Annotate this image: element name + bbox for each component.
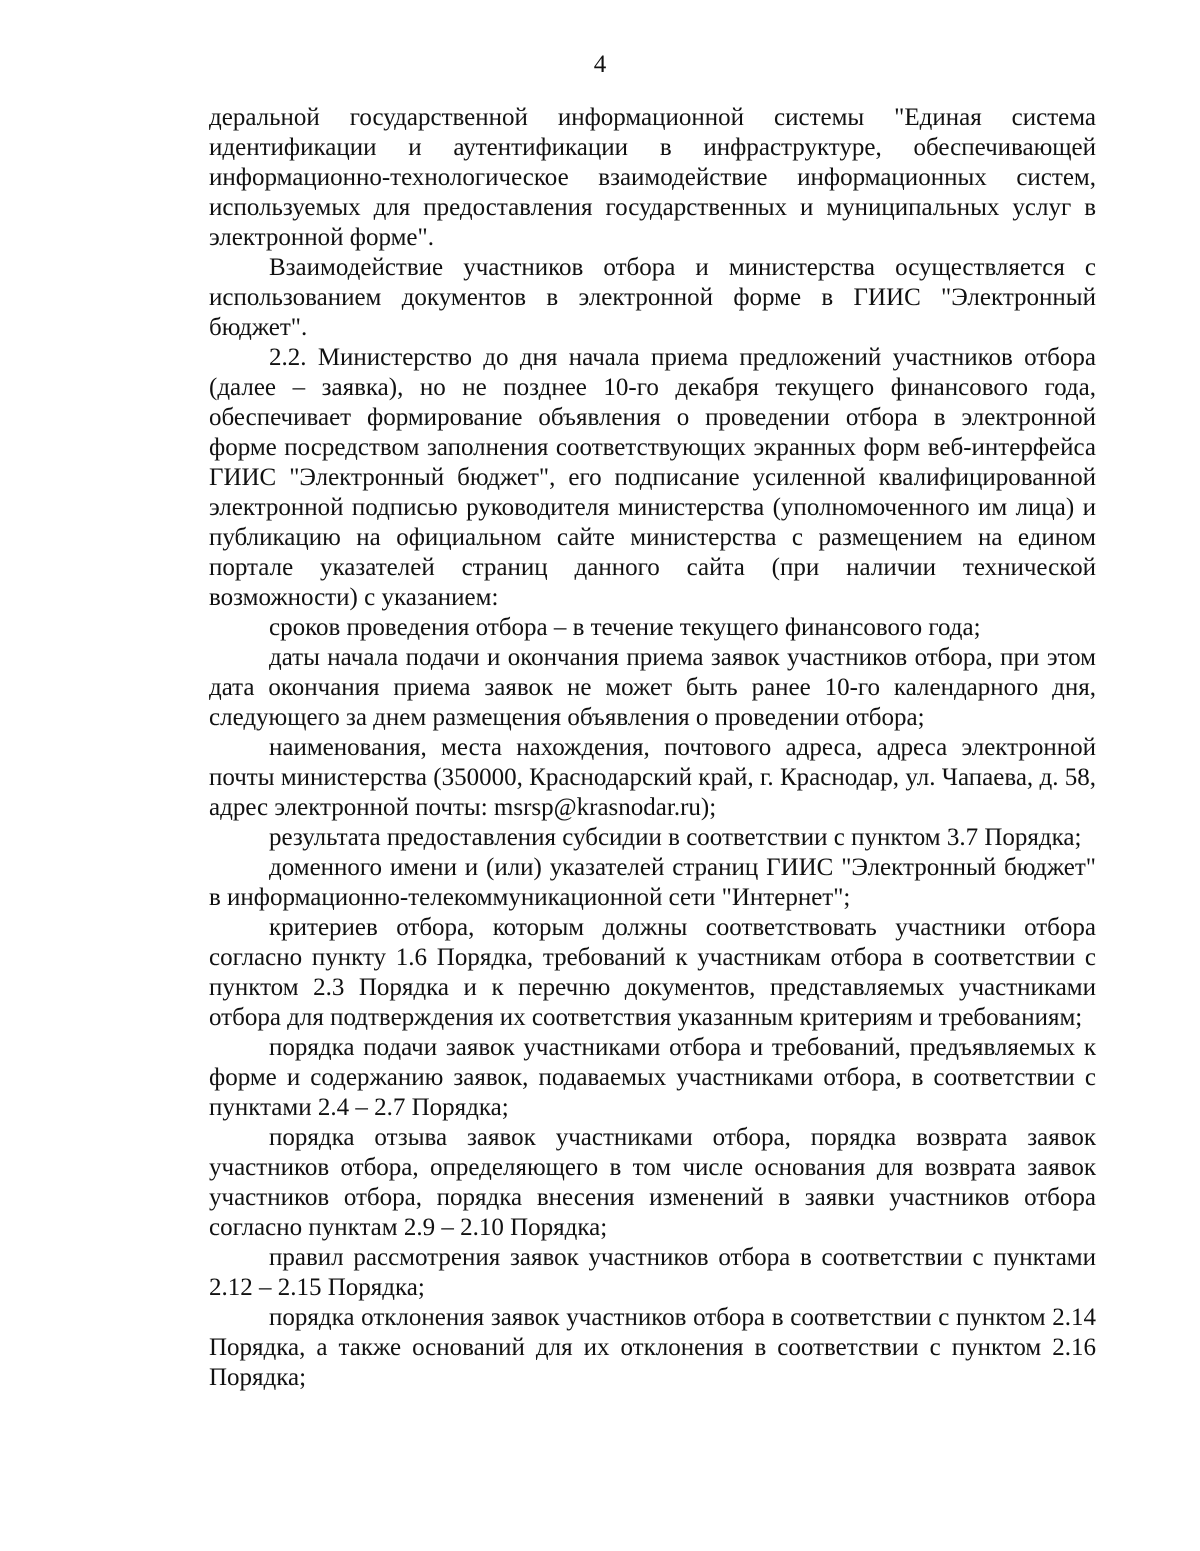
- list-item: порядка отклонения заявок участников отбора в соответствии с пунктом 2.14 Порядка, а также оснований для их отклонения в соответствии с пунктом 2.16 Порядка;: [209, 1304, 1096, 1391]
- paragraph: деральной государственной информационной системы "Единая система идентификации и аутентификации в инфраструктуре, обеспечивающей информационно-технологическое взаимодействие информационных систем, используемых для предоставления государственных и муниципальных услуг в электронной форме".: [209, 104, 1096, 251]
- list-item: порядка отзыва заявок участниками отбора, порядка возврата заявок участников отбора, определяющего в том числе основания для возврата заявок участников отбора, порядка внесения изменений в заявки участников отбора согласно пунктам 2.9 – 2.10 Порядка;: [209, 1124, 1096, 1241]
- document-body: [209, 103, 1096, 1393]
- list-item: правил рассмотрения заявок участников отбора в соответствии с пунктами 2.12 – 2.15 Порядка;: [209, 1244, 1096, 1301]
- list-item: наименования, места нахождения, почтового адреса, адреса электронной почты министерства (350000, Краснодарский край, г. Краснодар, ул. Чапаева, д. 58, адрес электронной почты: msrsp@krasnodar.ru);: [209, 734, 1096, 821]
- list-item: результата предоставления субсидии в соответствии с пунктом 3.7 Порядка;: [269, 824, 1082, 851]
- paragraph: Взаимодействие участников отбора и министерства осуществляется с использованием документов в электронной форме в ГИИС "Электронный бюджет".: [209, 254, 1096, 341]
- list-item: порядка подачи заявок участниками отбора и требований, предъявляемых к форме и содержанию заявок, подаваемых участниками отбора, в соответствии с пунктами 2.4 – 2.7 Порядка;: [209, 1034, 1096, 1121]
- page-number: 4: [593, 51, 607, 78]
- list-item: сроков проведения отбора – в течение текущего финансового года;: [269, 614, 981, 641]
- list-item: доменного имени и (или) указателей страниц ГИИС "Электронный бюджет" в информационно-телекоммуникационной сети "Интернет";: [209, 854, 1096, 911]
- paragraph: 2.2. Министерство до дня начала приема предложений участников отбора (далее – заявка), но не позднее 10-го декабря текущего финансового года, обеспечивает формирование объявления о проведении отбора в электронной форме посредством заполнения соответствующих экранных форм веб-интерфейса ГИИС "Электронный бюджет", его подписание усиленной квалифицированной электронной подписью руководителя министерства (уполномоченного им лица) и публикацию на официальном сайте министерства с размещением на едином портале указателей страниц данного сайта (при наличии технической возможности) с указанием:: [209, 344, 1096, 611]
- list-item: критериев отбора, которым должны соответствовать участники отбора согласно пункту 1.6 Порядка, требований к участникам отбора в соответствии с пунктом 2.3 Порядка и к перечню документов, представляемых участниками отбора для подтверждения их соответствия указанным критериям и требованиям;: [209, 914, 1096, 1031]
- list-item: даты начала подачи и окончания приема заявок участников отбора, при этом дата окончания приема заявок не может быть ранее 10-го календарного дня, следующего за днем размещения объявления о проведении отбора;: [209, 644, 1096, 731]
